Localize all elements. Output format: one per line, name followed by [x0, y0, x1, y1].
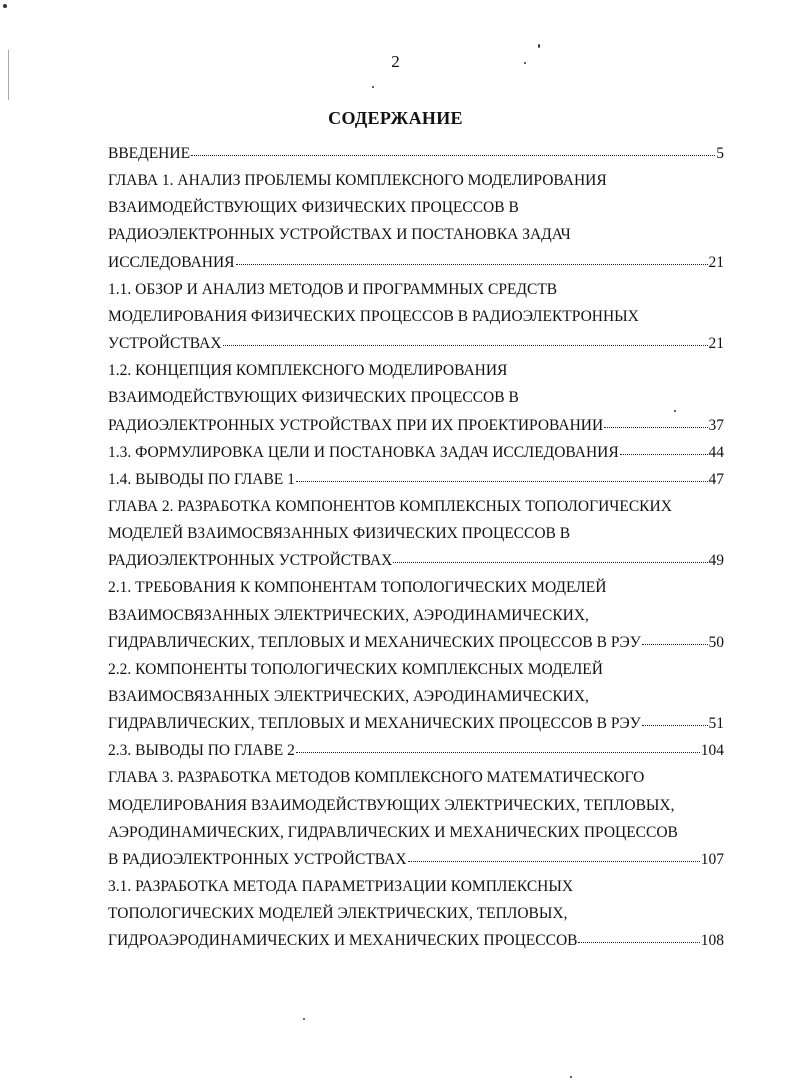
page-number: 2	[391, 52, 400, 71]
toc-page-number: 50	[708, 633, 724, 651]
toc-entry-text: 3.1. РАЗРАБОТКА МЕТОДА ПАРАМЕТРИЗАЦИИ КОМПЛЕКСНЫХ	[108, 878, 574, 896]
scan-speck	[570, 1076, 572, 1078]
toc-page-number: 5	[716, 145, 724, 162]
dot-leader	[408, 861, 700, 862]
toc-entry-text: ВЗАИМОСВЯЗАННЫХ ЭЛЕКТРИЧЕСКИХ, АЭРОДИНАМИЧЕСКИХ,	[108, 688, 589, 705]
toc-page-number: 44	[708, 443, 724, 461]
dot-leader	[393, 562, 707, 563]
toc-entry-text: МОДЕЛИРОВАНИЯ ВЗАИМОДЕЙСТВУЮЩИХ ЭЛЕКТРИЧЕСКИХ, ТЕПЛОВЫХ,	[108, 796, 675, 814]
toc-page-number: 21	[708, 335, 724, 353]
dot-leader	[578, 942, 699, 943]
toc-entry-text: МОДЕЛЕЙ ВЗАИМОСВЯЗАННЫХ ФИЗИЧЕСКИХ ПРОЦЕССОВ В	[108, 525, 571, 543]
toc-entry-text: 2.1. ТРЕБОВАНИЯ К КОМПОНЕНТАМ ТОПОЛОГИЧЕСКИХ МОДЕЛЕЙ	[108, 579, 607, 597]
toc-entry-title: УСТРОЙСТВАХ	[108, 335, 222, 353]
toc-entry-text: 1.1. ОБЗОР И АНАЛИЗ МЕТОДОВ И ПРОГРАММНЫХ СРЕДСТВ	[108, 280, 558, 298]
toc-page-number: 104	[700, 742, 724, 760]
toc-page-number: 108	[700, 932, 724, 950]
toc-entry-line	[108, 443, 724, 463]
toc-entry-line	[108, 334, 724, 354]
toc-entry-title: ГИДРАВЛИЧЕСКИХ, ТЕПЛОВЫХ И МЕХАНИЧЕСКИХ ПРОЦЕССОВ В РЭУ	[108, 633, 641, 651]
toc-entry-text: ГЛАВА 1. АНАЛИЗ ПРОБЛЕМЫ КОМПЛЕКСНОГО МОДЕЛИРОВАНИЯ	[108, 172, 607, 190]
toc-entry-line	[108, 551, 724, 571]
scan-speck	[372, 86, 374, 88]
dot-leader	[604, 427, 707, 428]
scan-speck	[524, 62, 526, 64]
toc-entry-text: АЭРОДИНАМИЧЕСКИХ, ГИДРАВЛИЧЕСКИХ И МЕХАНИЧЕСКИХ ПРОЦЕССОВ	[108, 823, 678, 841]
toc-entry-text: ТОПОЛОГИЧЕСКИХ МОДЕЛЕЙ ЭЛЕКТРИЧЕСКИХ, ТЕПЛОВЫХ,	[108, 905, 568, 923]
page-title: СОДЕРЖАНИЕ	[328, 108, 463, 128]
toc-entry-text: ВЗАИМОДЕЙСТВУЮЩИХ ФИЗИЧЕСКИХ ПРОЦЕССОВ В	[108, 389, 519, 407]
toc-entry-line	[108, 633, 724, 653]
dot-leader	[296, 752, 700, 753]
dot-leader	[620, 454, 708, 455]
toc-page-number: 21	[708, 253, 724, 271]
toc-entry-text: ГЛАВА 3. РАЗРАБОТКА МЕТОДОВ КОМПЛЕКСНОГО МАТЕМАТИЧЕСКОГО	[108, 769, 645, 787]
toc-entry-title: ГИДРОАЭРОДИНАМИЧЕСКИХ И МЕХАНИЧЕСКИХ ПРОЦЕССОВ	[108, 932, 578, 950]
toc-entry-text: 1.2. КОНЦЕПЦИЯ КОМПЛЕКСНОГО МОДЕЛИРОВАНИЯ	[108, 362, 508, 380]
toc-entry-title: 1.3. ФОРМУЛИРОВКА ЦЕЛИ И ПОСТАНОВКА ЗАДАЧ ИССЛЕДОВАНИЯ	[108, 443, 619, 461]
toc-page-number: 47	[708, 470, 724, 488]
toc-entry-title: В РАДИОЭЛЕКТРОННЫХ УСТРОЙСТВАХ	[108, 850, 407, 868]
toc-page-number: 37	[708, 416, 724, 434]
toc-entry-title: ИССЛЕДОВАНИЯ	[108, 253, 235, 271]
toc-entry-title: ГИДРАВЛИЧЕСКИХ, ТЕПЛОВЫХ И МЕХАНИЧЕСКИХ ПРОЦЕССОВ В РЭУ	[108, 715, 641, 733]
toc-entry-title: РАДИОЭЛЕКТРОННЫХ УСТРОЙСТВАХ	[108, 552, 393, 570]
toc-entry-text: РАДИОЭЛЕКТРОННЫХ УСТРОЙСТВАХ И ПОСТАНОВКА ЗАДАЧ	[108, 226, 571, 244]
toc-page-number: 107	[700, 850, 724, 868]
scan-speck	[674, 410, 676, 412]
scan-speck	[538, 44, 540, 48]
toc-entry-line	[108, 714, 724, 734]
toc-entry-line	[108, 144, 724, 164]
toc-entry-text: ГЛАВА 2. РАЗРАБОТКА КОМПОНЕНТОВ КОМПЛЕКСНЫХ ТОПОЛОГИЧЕСКИХ	[108, 497, 672, 515]
toc-entry-line	[108, 470, 724, 490]
dot-leader	[642, 725, 708, 726]
toc-entry-title: 2.3. ВЫВОДЫ ПО ГЛАВЕ 2	[108, 742, 295, 760]
toc-entry-text: ВЗАИМОДЕЙСТВУЮЩИХ ФИЗИЧЕСКИХ ПРОЦЕССОВ В	[108, 199, 519, 217]
scan-speck	[3, 4, 7, 8]
toc-entry-line	[108, 931, 724, 951]
toc-entry-text: 2.2. КОМПОНЕНТЫ ТОПОЛОГИЧЕСКИХ КОМПЛЕКСНЫХ МОДЕЛЕЙ	[108, 660, 603, 678]
toc-entry-line	[108, 850, 724, 870]
toc-page-number: 49	[708, 552, 724, 570]
toc-page-number: 51	[708, 715, 724, 733]
dot-leader	[223, 345, 708, 346]
dot-leader	[191, 155, 715, 156]
dot-leader	[236, 264, 708, 265]
toc-entry-title: ВВЕДЕНИЕ	[108, 145, 191, 162]
toc-entry-text: ВЗАИМОСВЯЗАННЫХ ЭЛЕКТРИЧЕСКИХ, АЭРОДИНАМИЧЕСКИХ,	[108, 606, 589, 624]
toc-entry-title: РАДИОЭЛЕКТРОННЫХ УСТРОЙСТВАХ ПРИ ИХ ПРОЕКТИРОВАНИИ	[108, 416, 604, 434]
toc-entry-line	[108, 741, 724, 761]
toc-entry-title: 1.4. ВЫВОДЫ ПО ГЛАВЕ 1	[108, 470, 295, 488]
dot-leader	[642, 644, 708, 645]
toc-entry-line	[108, 416, 724, 436]
scan-speck	[303, 1018, 305, 1020]
scan-speck	[8, 50, 9, 100]
toc-entry-text: МОДЕЛИРОВАНИЯ ФИЗИЧЕСКИХ ПРОЦЕССОВ В РАДИОЭЛЕКТРОННЫХ	[108, 307, 639, 325]
dot-leader	[296, 481, 708, 482]
toc-entry-line	[108, 253, 724, 273]
